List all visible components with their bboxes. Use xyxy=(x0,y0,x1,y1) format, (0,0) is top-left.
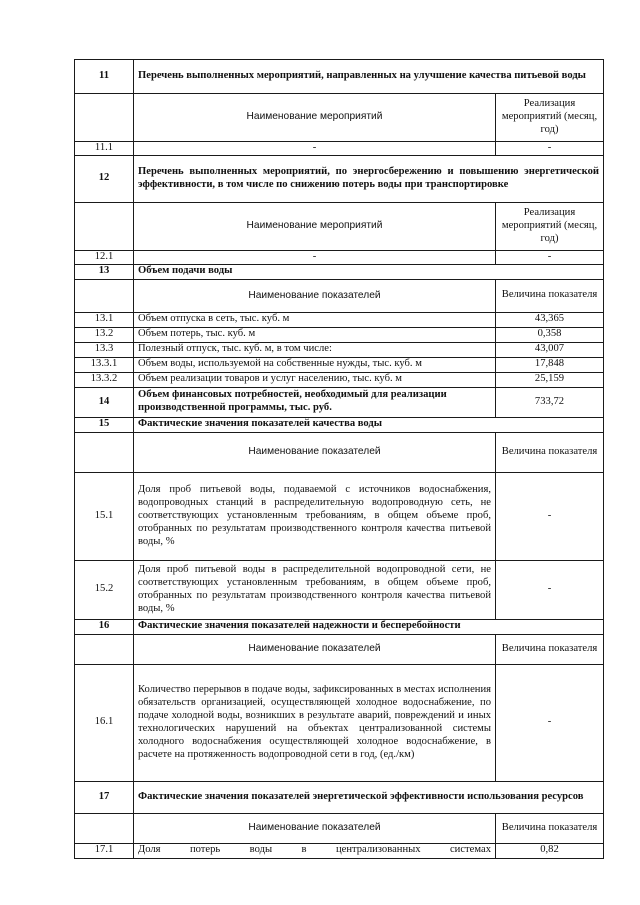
row-name: Полезный отпуск, тыс. куб. м, в том числе: xyxy=(134,342,496,357)
table-row xyxy=(75,357,604,372)
row-value: 43,365 xyxy=(496,312,604,327)
section-number: 13 xyxy=(75,264,134,279)
header-row xyxy=(75,279,604,312)
header-name: Наименование показателей xyxy=(134,279,496,312)
table-row xyxy=(75,372,604,387)
row-name: Объем реализации товаров и услуг населению, тыс. куб. м xyxy=(134,372,496,387)
section-15-row xyxy=(75,417,604,432)
row-number: 13.2 xyxy=(75,327,134,342)
table-row xyxy=(75,560,604,619)
section-title: Перечень выполненных мероприятий, по энергосбережению и повышению энергетической эффективности, в том числе по снижению потерь воды при транспортировке xyxy=(134,155,604,202)
section-13-row xyxy=(75,264,604,279)
row-number: 12.1 xyxy=(75,250,134,264)
row-name: Объем потерь, тыс. куб. м xyxy=(134,327,496,342)
section-17-row xyxy=(75,781,604,813)
empty-cell xyxy=(75,813,134,843)
production-program-table xyxy=(74,59,604,859)
table-row xyxy=(75,327,604,342)
section-title: Фактические значения показателей энергетической эффективности использования ресурсов xyxy=(134,781,604,813)
row-value: - xyxy=(496,560,604,619)
row-name: - xyxy=(134,250,496,264)
row-name: Объем отпуска в сеть, тыс. куб. м xyxy=(134,312,496,327)
section-title: Фактические значения показателей надежности и бесперебойности xyxy=(134,619,604,634)
header-row xyxy=(75,94,604,142)
row-name: Количество перерывов в подаче воды, зафиксированных в местах исполнения обязательств организацией, осуществляющей холодное водоснабжение, по подаче холодной воды, возникших в результате аварий, повреждений и иных технологических нарушений на объектах централизованной системы холодного водоснабжения осуществляющей холодное водоснабжение, в расчете на протяженность водопроводной сети в год, (ед./км) xyxy=(134,664,496,781)
header-value: Величина показателя xyxy=(496,813,604,843)
row-value: 17,848 xyxy=(496,357,604,372)
row-number: 11.1 xyxy=(75,142,134,156)
section-number: 15 xyxy=(75,417,134,432)
header-row xyxy=(75,634,604,664)
section-14-row xyxy=(75,387,604,417)
header-value: Величина показателя xyxy=(496,432,604,472)
row-number: 13.3.2 xyxy=(75,372,134,387)
section-title: Объем подачи воды xyxy=(134,264,604,279)
row-number: 13.3.1 xyxy=(75,357,134,372)
header-name: Наименование мероприятий xyxy=(134,94,496,142)
section-12-row xyxy=(75,155,604,202)
header-name: Наименование мероприятий xyxy=(134,202,496,250)
section-title: Фактические значения показателей качества воды xyxy=(134,417,604,432)
header-name: Наименование показателей xyxy=(134,813,496,843)
row-name: Объем воды, используемой на собственные нужды, тыс. куб. м xyxy=(134,357,496,372)
row-value: 25,159 xyxy=(496,372,604,387)
row-value: 0,82 xyxy=(496,843,604,858)
row-name: - xyxy=(134,142,496,156)
header-value: Величина показателя xyxy=(496,279,604,312)
row-name: Доля проб питьевой воды, подаваемой с источников водоснабжения, водопроводных станций в распределительную водопроводную сеть, не соответствующих установленным требованиям, в общем объеме проб, отобранных по результатам производственного контроля качества питьевой воды, % xyxy=(134,472,496,560)
table-row xyxy=(75,472,604,560)
section-16-row xyxy=(75,619,604,634)
empty-cell xyxy=(75,634,134,664)
row-value: 0,358 xyxy=(496,327,604,342)
section-title: Перечень выполненных мероприятий, направленных на улучшение качества питьевой воды xyxy=(134,60,604,94)
section-number: 11 xyxy=(75,60,134,94)
row-number: 13.3 xyxy=(75,342,134,357)
table-row xyxy=(75,250,604,264)
header-row xyxy=(75,202,604,250)
row-value: - xyxy=(496,472,604,560)
section-title: Объем финансовых потребностей, необходимый для реализации производственной программы, тыс. руб. xyxy=(134,387,496,417)
table-row xyxy=(75,342,604,357)
header-row xyxy=(75,813,604,843)
table-row xyxy=(75,312,604,327)
row-value: - xyxy=(496,664,604,781)
empty-cell xyxy=(75,432,134,472)
header-name: Наименование показателей xyxy=(134,432,496,472)
row-value: 43,007 xyxy=(496,342,604,357)
table-row xyxy=(75,142,604,156)
row-name: Доля потерь воды в централизованных системах xyxy=(134,843,496,858)
table-row xyxy=(75,843,604,858)
section-11-row xyxy=(75,60,604,94)
section-number: 14 xyxy=(75,387,134,417)
row-number: 17.1 xyxy=(75,843,134,858)
header-value: Величина показателя xyxy=(496,634,604,664)
empty-cell xyxy=(75,94,134,142)
row-number: 15.1 xyxy=(75,472,134,560)
header-row xyxy=(75,432,604,472)
empty-cell xyxy=(75,202,134,250)
header-name: Наименование показателей xyxy=(134,634,496,664)
row-number: 16.1 xyxy=(75,664,134,781)
row-number: 13.1 xyxy=(75,312,134,327)
header-value: Реализация мероприятий (месяц, год) xyxy=(496,94,604,142)
section-number: 17 xyxy=(75,781,134,813)
row-value: - xyxy=(496,142,604,156)
header-value: Реализация мероприятий (месяц, год) xyxy=(496,202,604,250)
table-row xyxy=(75,664,604,781)
section-value: 733,72 xyxy=(496,387,604,417)
row-name: Доля проб питьевой воды в распределительной водопроводной сети, не соответствующих установленным требованиям, в общем объеме проб, отобранных по результатам производственного контроля качества питьевой воды, % xyxy=(134,560,496,619)
empty-cell xyxy=(75,279,134,312)
section-number: 16 xyxy=(75,619,134,634)
section-number: 12 xyxy=(75,155,134,202)
row-value: - xyxy=(496,250,604,264)
row-number: 15.2 xyxy=(75,560,134,619)
